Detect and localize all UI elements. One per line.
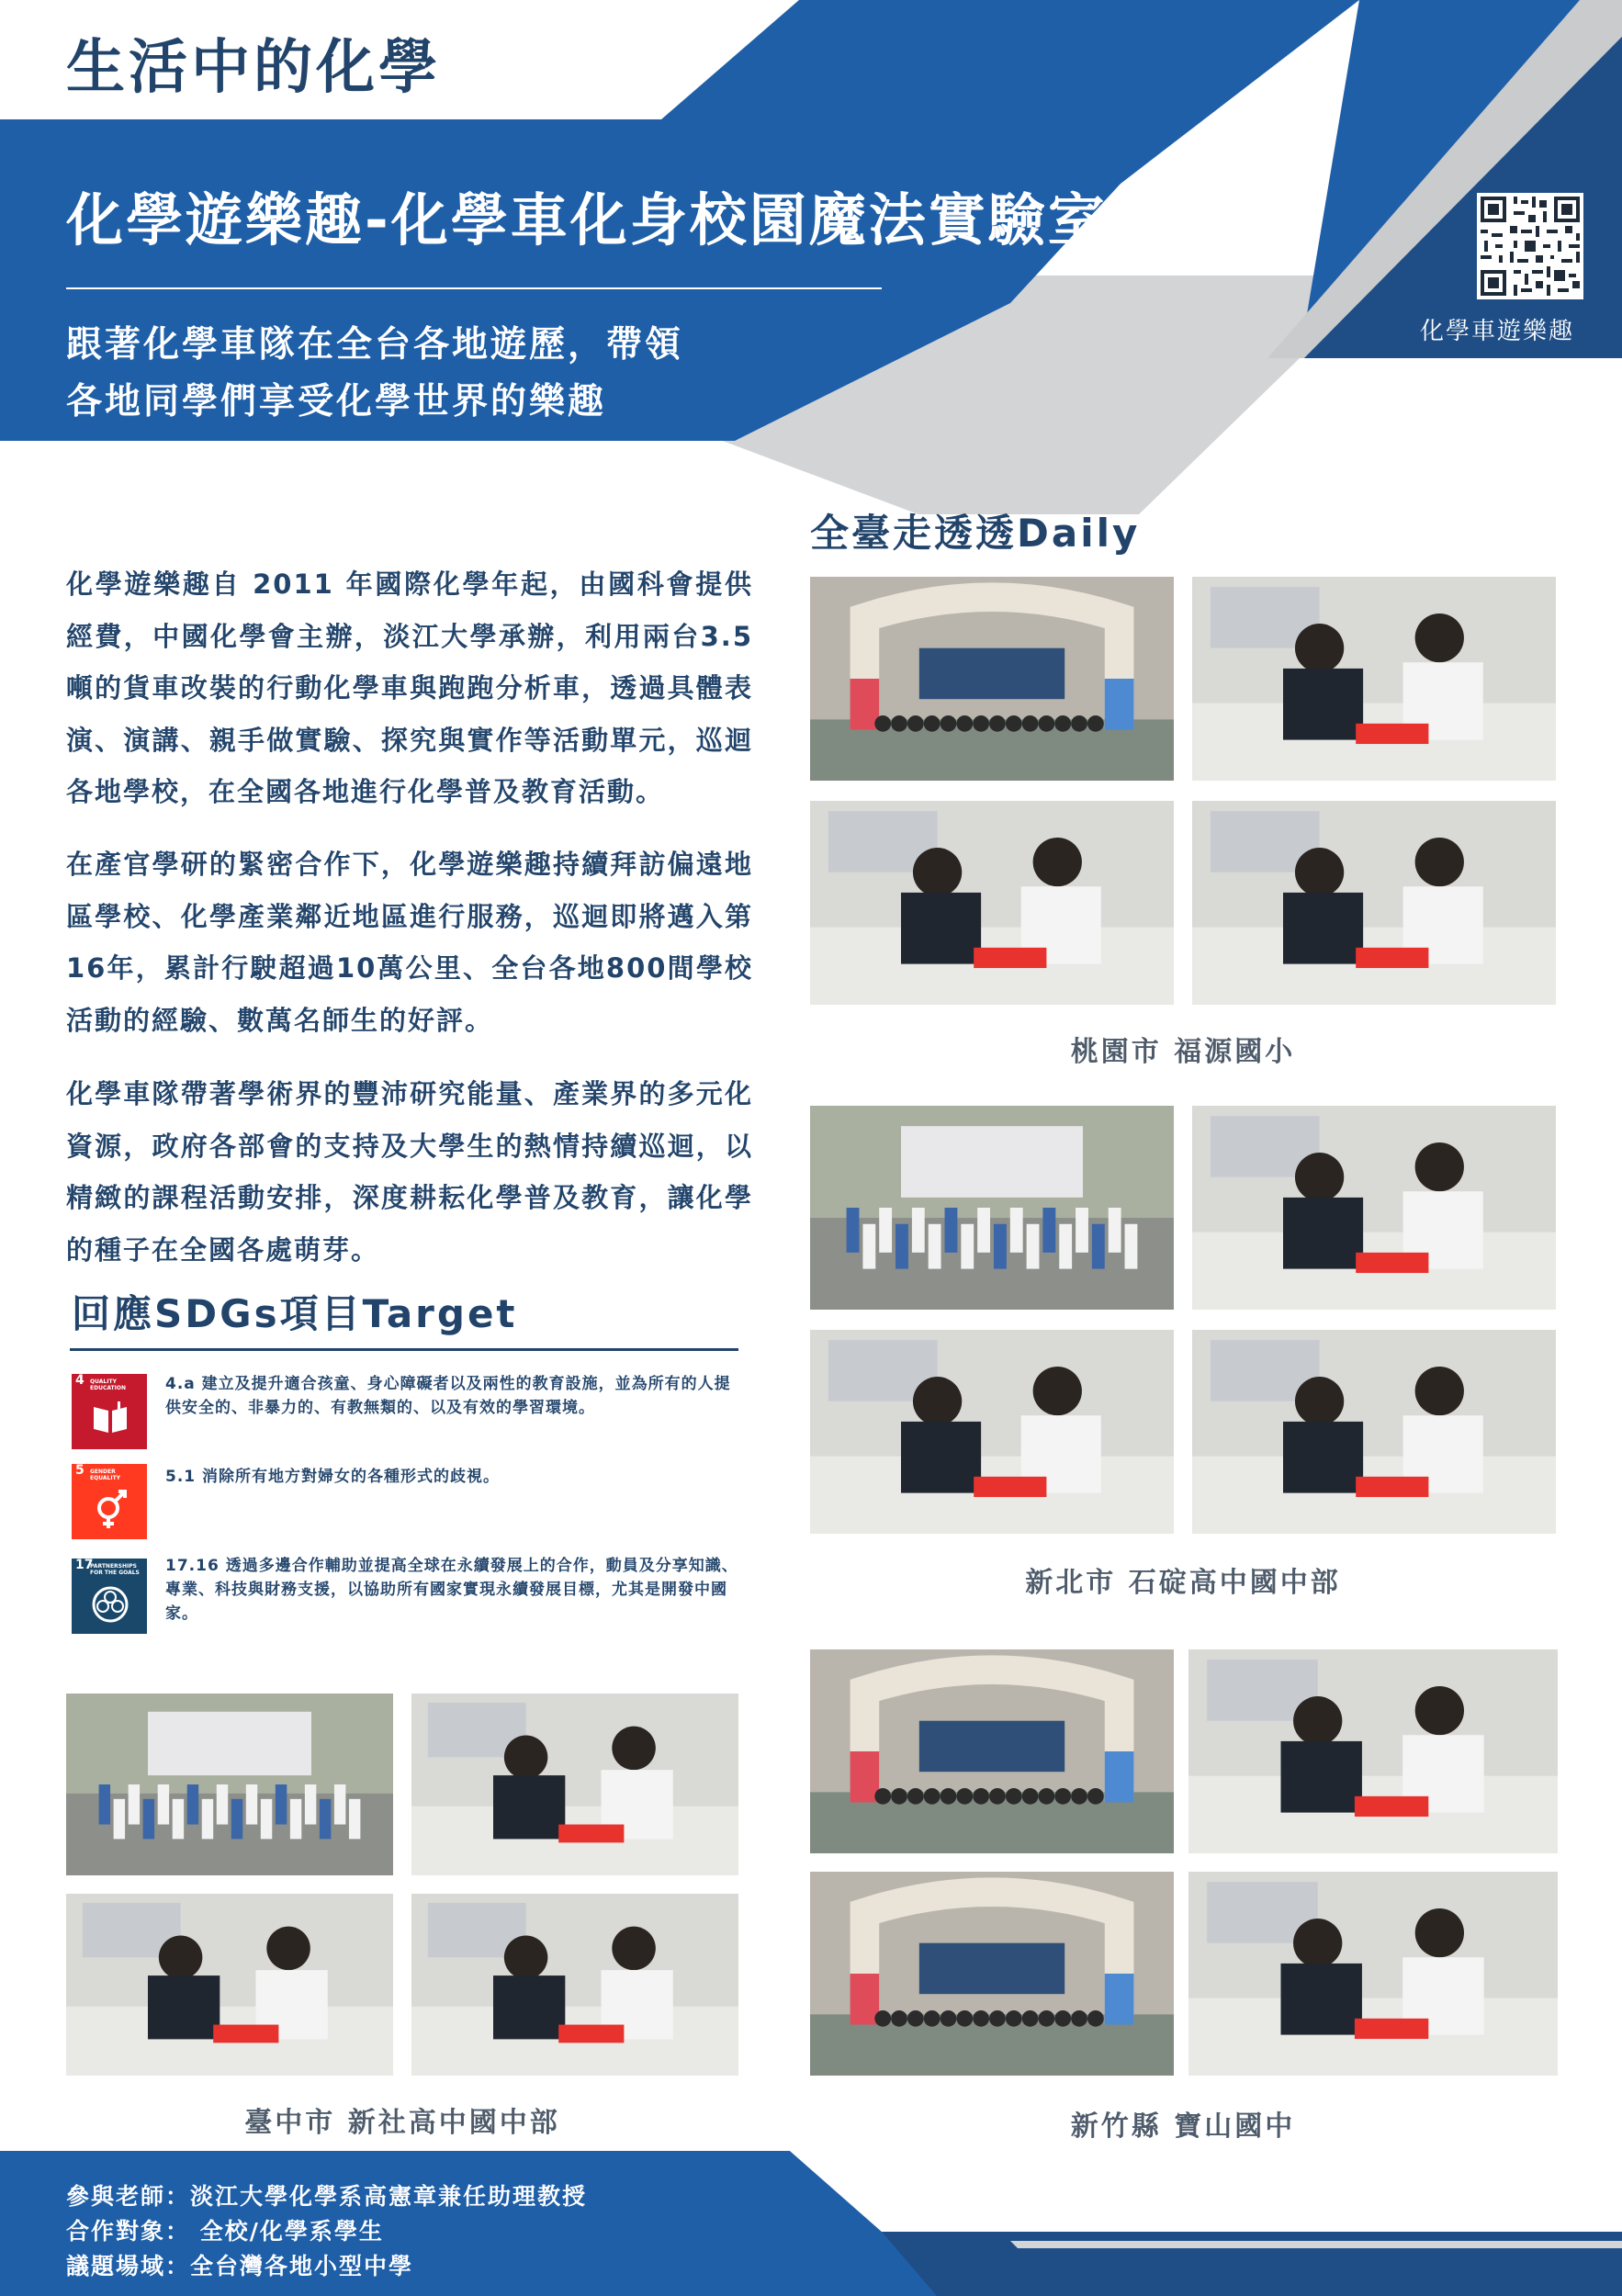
caption-newtaipei: 新北市 石碇高中國中部 xyxy=(1025,1567,1341,1599)
footer-field: 議題場域：全台灣各地小型中學 xyxy=(66,2253,414,2279)
activity-photo xyxy=(66,1694,393,1875)
activity-photo xyxy=(1192,1106,1556,1310)
sdg-4-badge-icon: 4 QUALITY EDUCATION xyxy=(72,1374,147,1449)
subtitle-line-1: 跟著化學車隊在全台各地遊歷，帶領 xyxy=(66,324,684,366)
caption-taoyuan: 桃園市 福源國小 xyxy=(1070,1036,1296,1068)
footer-partners: 合作對象： 全校/化學系學生 xyxy=(66,2218,384,2245)
intro-paragraph-2: 在產官學研的緊密合作下，化學遊樂趣持續拜訪偏遠地區學校、化學產業鄰近地區進行服務，巡迴即將邁入第16年，累計行駛超過10萬公里、全台各地800間學校活動的經驗、數萬名師生的好評。 xyxy=(66,849,753,1036)
intro-paragraph-1: 化學遊樂趣自 2011 年國際化學年起，由國科會提供經費，中國化學會主辦，淡江大學承辦，利用兩台3.5噸的貨車改裝的行動化學車與跑跑分析車，透過具體表演、演講、親手做實驗、探究與實作等活動單元，巡迴各地學校，在全國各地進行化學普及教育活動。 xyxy=(66,568,753,807)
subtitle-line-2: 各地同學們享受化學世界的樂趣 xyxy=(66,381,607,422)
qr-code[interactable] xyxy=(1477,193,1583,299)
activity-photo xyxy=(1188,1872,1558,2076)
footer-teacher: 參與老師：淡江大學化學系高憲章兼任助理教授 xyxy=(66,2183,588,2210)
activity-photo xyxy=(810,1106,1174,1310)
activity-photo xyxy=(810,1330,1174,1534)
intro-paragraph-3: 化學車隊帶著學術界的豐沛研究能量、產業界的多元化資源，政府各部會的支持及大學生的熱情持續巡迴，以精緻的課程活動安排，深度耕耘化學普及教育，讓化學的種子在全國各處萌芽。 xyxy=(66,1078,753,1266)
activity-photo xyxy=(810,801,1174,1005)
activity-photo xyxy=(810,577,1174,781)
sdgs-divider xyxy=(70,1348,738,1351)
activity-photo xyxy=(810,1872,1174,2076)
activity-photo xyxy=(411,1694,738,1875)
qr-label: 化學車遊樂趣 xyxy=(1419,318,1574,345)
activity-photo xyxy=(1192,577,1556,781)
activity-photo xyxy=(411,1894,738,2076)
activity-photo xyxy=(1192,1330,1556,1534)
sdg-4-text: 4.a 建立及提升適合孩童、身心障礙者以及兩性的教育設施，並為所有的人提供安全的、非暴力的、有教無類的、以及有效的學習環境。 xyxy=(165,1375,731,1417)
subtitle xyxy=(66,317,801,431)
sdgs-title: 回應SDGs項目Target xyxy=(72,1291,518,1336)
caption-taichung: 臺中市 新社高中國中部 xyxy=(244,2107,560,2139)
sdg-5-text: 5.1 消除所有地方對婦女的各種形式的歧視。 xyxy=(165,1468,501,1486)
sdg-17-text: 17.16 透過多邊合作輔助並提高全球在永續發展上的合作，動員及分享知識、專業、科技與財務支援，以協助所有國家實現永續發展目標，尤其是開發中國家。 xyxy=(165,1557,738,1623)
activity-photo xyxy=(810,1649,1174,1853)
title-divider xyxy=(66,287,882,289)
gallery-title: 全臺走透透Daily xyxy=(810,511,1141,556)
series-title: 生活中的化學 xyxy=(66,34,441,102)
sdg-17-badge-icon: 17 PARTNERSHIPS FOR THE GOALS xyxy=(72,1559,147,1634)
sdg-5-badge-icon: 5 GENDER EQUALITY xyxy=(72,1464,147,1539)
activity-photo xyxy=(1188,1649,1558,1853)
activity-photo xyxy=(66,1894,393,2076)
main-title: 化學遊樂趣-化學車化身校園魔法實驗室 xyxy=(66,186,1108,253)
caption-hsinchu: 新竹縣 寶山國中 xyxy=(1070,2110,1296,2143)
activity-photo xyxy=(1192,801,1556,1005)
